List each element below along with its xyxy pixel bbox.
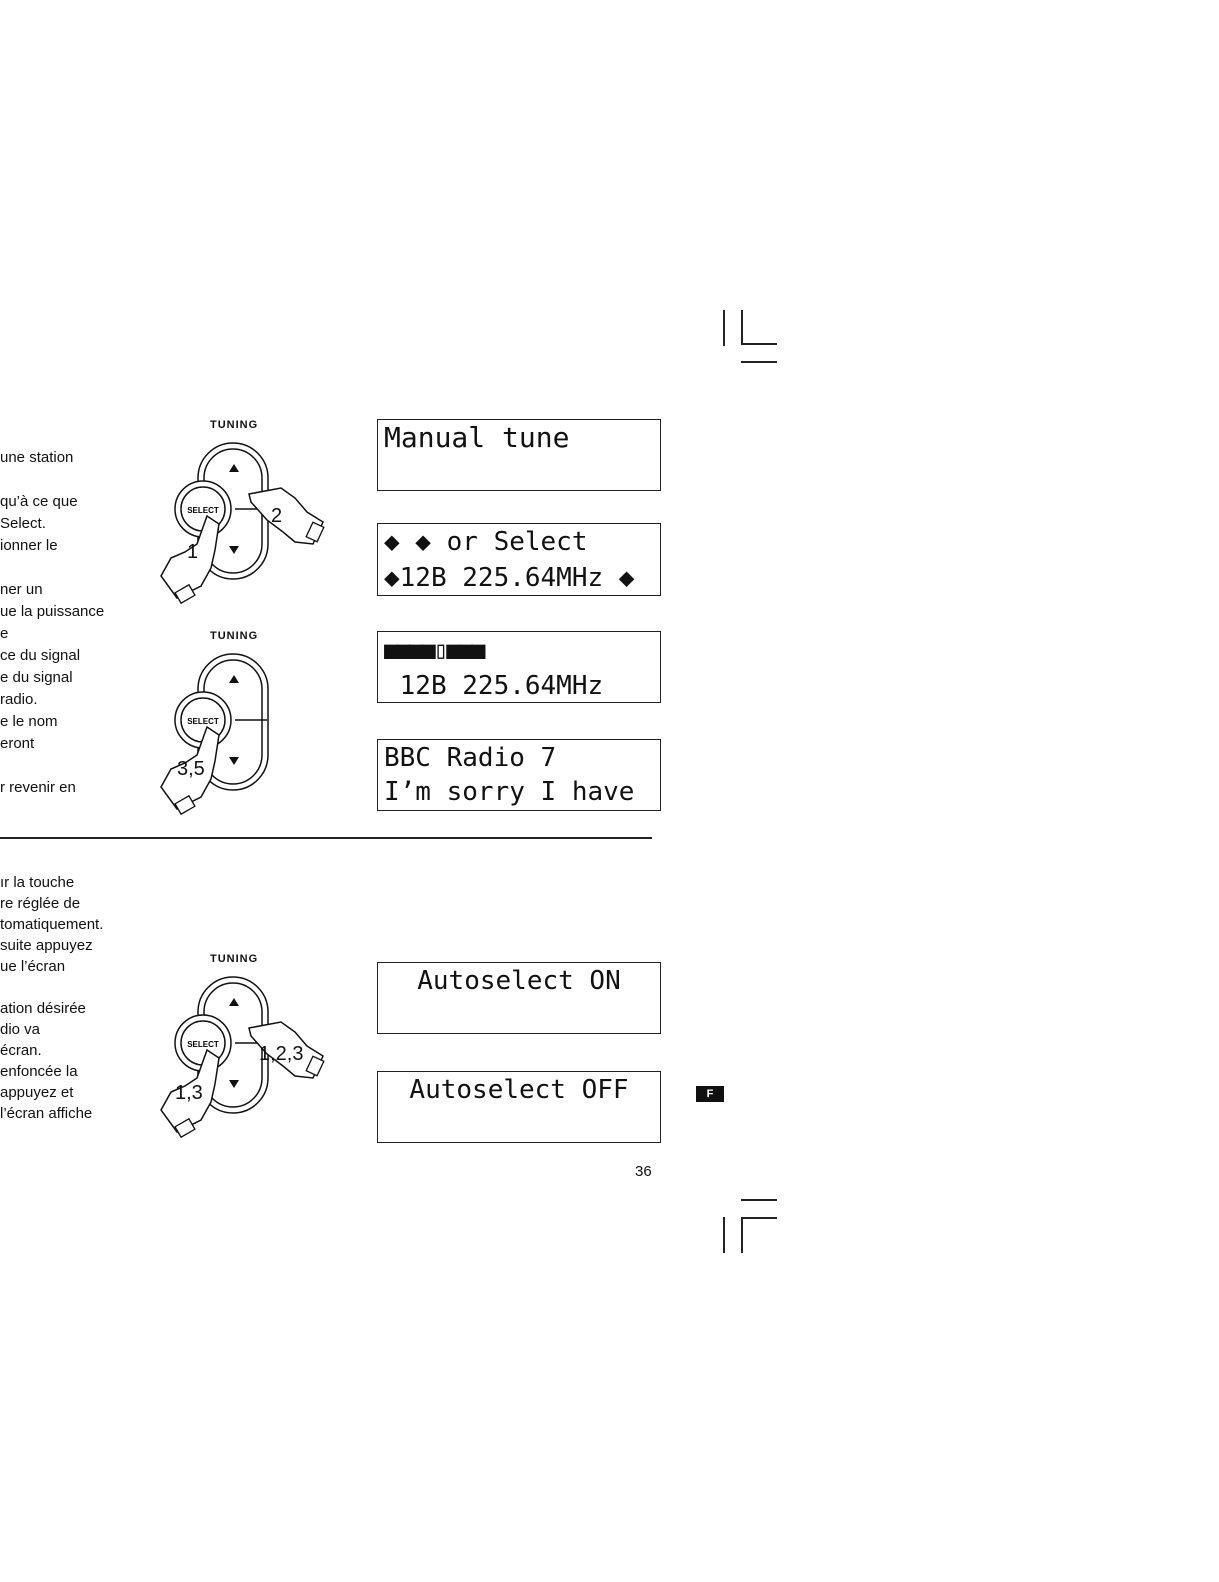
tuning-control-diagram [155, 974, 330, 1144]
text-line: r revenir en [0, 779, 76, 796]
down-arrow-icon [229, 1080, 239, 1088]
crop-mark [741, 343, 777, 345]
text-line: suite appuyez [0, 937, 93, 954]
lcd-manual-tune [377, 419, 661, 491]
text-line: ionner le [0, 537, 58, 554]
crop-mark [741, 1199, 777, 1201]
lcd-select-frequency [377, 523, 661, 596]
text-line: ue l’écran [0, 958, 66, 975]
text-line: ation désirée [0, 1000, 86, 1017]
lcd-line-1: ◆ ◆ or Select [384, 527, 588, 557]
tuning-label: TUNING [210, 630, 259, 642]
text-line: e [0, 625, 9, 642]
lcd-signal-strength [377, 631, 661, 703]
finger-step-label: 1,2,3 [259, 1043, 304, 1065]
text-line: une station [0, 449, 74, 466]
instructions-autoselect [0, 874, 130, 1134]
lcd-line-2: ◆12B 225.64MHz ◆ [384, 563, 635, 593]
finger-step-label: 1 [187, 541, 199, 563]
instructions-manual-tune [0, 449, 130, 809]
lcd-line-1: Autoselect ON [417, 966, 621, 996]
crop-mark [723, 310, 725, 346]
crop-mark [741, 361, 777, 363]
text-line: ue la puissance [0, 603, 105, 620]
up-arrow-icon [229, 998, 239, 1006]
section-divider [0, 837, 652, 839]
crop-mark [741, 310, 743, 344]
tuning-control-diagram [155, 440, 330, 610]
crop-mark [723, 1217, 725, 1253]
text-line: tomatiquement. [0, 916, 104, 933]
down-arrow-icon [229, 546, 239, 554]
text-line: ce du signal [0, 647, 81, 664]
select-button-label: SELECT [187, 717, 219, 726]
text-line: e le nom [0, 713, 58, 730]
lcd-autoselect-on [377, 962, 661, 1034]
text-line: ner un [0, 581, 43, 598]
finger-step-label: 2 [271, 505, 283, 527]
text-line: écran. [0, 1042, 42, 1059]
lcd-line-1: Autoselect OFF [409, 1075, 629, 1105]
text-line: appuyez et [0, 1084, 74, 1101]
select-button-label: SELECT [187, 506, 219, 515]
text-line: radio. [0, 691, 38, 708]
tuning-control-diagram [155, 651, 330, 821]
up-arrow-icon [229, 464, 239, 472]
down-arrow-icon [229, 757, 239, 765]
text-line: eront [0, 735, 35, 752]
text-line: dio va [0, 1021, 41, 1038]
text-line: Select. [0, 515, 46, 532]
language-tab: F [696, 1086, 724, 1102]
tuning-label: TUNING [210, 953, 259, 965]
text-line: re réglée de [0, 895, 81, 912]
up-arrow-icon [229, 675, 239, 683]
text-line: enfoncée la [0, 1063, 78, 1080]
finger-step-label: 1,3 [175, 1082, 203, 1104]
text-line: ır la touche [0, 874, 75, 891]
signal-strength-bar: ■■■■▯■■■ [384, 636, 484, 664]
lcd-autoselect-off [377, 1071, 661, 1143]
text-line: l’écran affiche [0, 1105, 93, 1122]
crop-mark [741, 1217, 777, 1219]
lcd-line-2: I’m sorry I have [384, 777, 635, 807]
crop-mark [741, 1217, 743, 1253]
tuning-label: TUNING [210, 419, 259, 431]
finger-step-label: 3,5 [177, 758, 205, 780]
select-button-label: SELECT [187, 1040, 219, 1049]
text-line: e du signal [0, 669, 73, 686]
lcd-station-name [377, 739, 661, 811]
page-number: 36 [635, 1163, 652, 1180]
lcd-line-2: 12B 225.64MHz [384, 671, 604, 701]
lcd-line-1: Manual tune [384, 421, 570, 454]
lcd-line-1: BBC Radio 7 [384, 743, 557, 773]
text-line: qu’à ce que [0, 493, 78, 510]
